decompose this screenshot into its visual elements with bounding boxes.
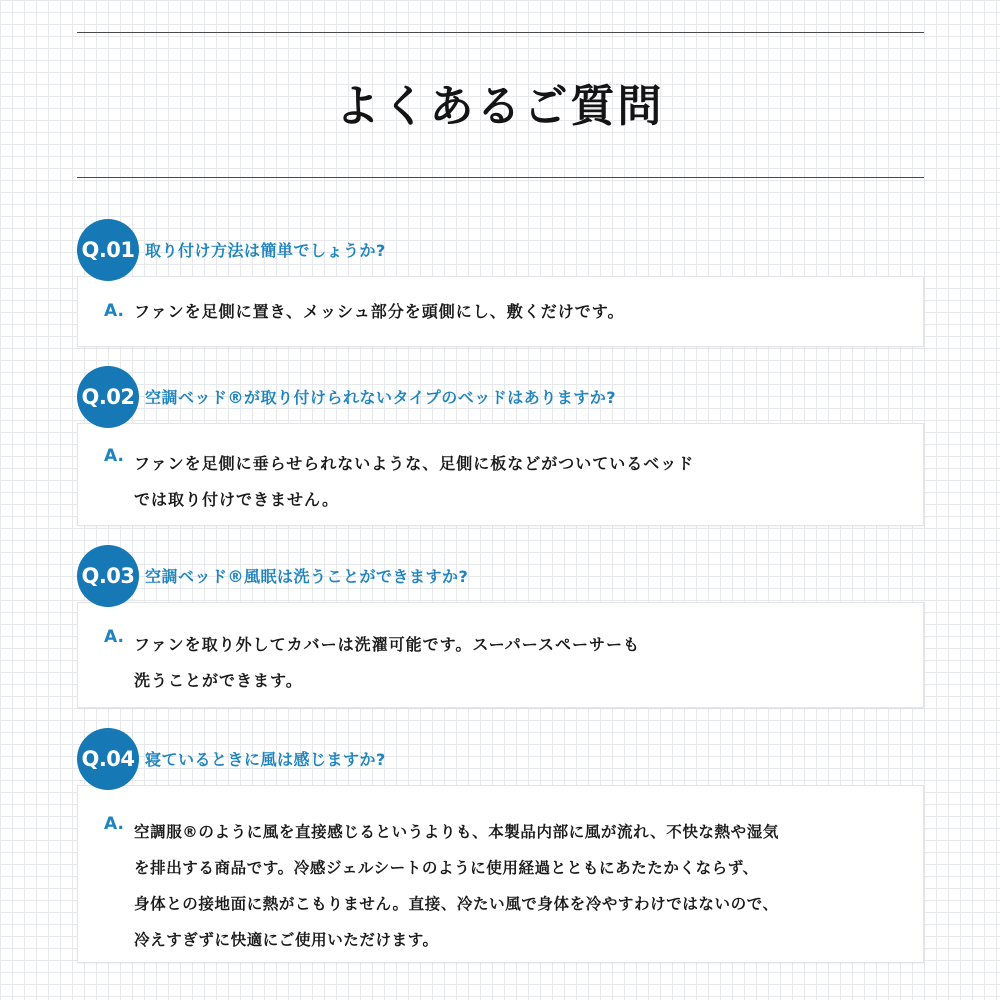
answer-box	[77, 276, 924, 347]
answer-text	[134, 627, 904, 699]
answer-text	[134, 446, 904, 518]
answer-line: 冷えすぎずに快適にご使用いただけます。	[134, 931, 439, 949]
answer-line: 空調服®のように風を直接感じるというよりも、本製品内部に風が流れ、不快な熱や湿気	[134, 823, 779, 841]
faq-item-4	[77, 728, 924, 962]
answer-label: A.	[104, 627, 124, 647]
answer-line: ファンを足側に垂らせられないような、足側に板などがついているベッド	[134, 454, 695, 473]
answer-box	[77, 602, 924, 708]
answer-text	[134, 814, 904, 958]
answer-box	[77, 423, 924, 526]
question-text: 空調ベッド®風眠は洗うことができますか?	[145, 567, 469, 586]
question-text: 寝ているときに風は感じますか?	[145, 750, 386, 769]
answer-line: を排出する商品です。冷感ジェルシートのように使用経過とともにあたたかくならず、	[134, 859, 759, 877]
faq-item-3	[77, 545, 924, 707]
title-bottom-rule	[77, 177, 924, 178]
title-top-rule	[77, 32, 924, 33]
answer-label: A.	[104, 446, 124, 466]
question-text: 取り付け方法は簡単でしょうか?	[145, 241, 386, 260]
answer-line: 洗うことができます。	[134, 671, 303, 690]
answer-line: では取り付けできません。	[134, 490, 339, 509]
question-badge: Q.02	[77, 366, 139, 428]
answer-line: ファンを足側に置き、メッシュ部分を頭側にし、敷くだけです。	[134, 302, 625, 321]
answer-line: 身体との接地面に熱がこもりません。直接、冷たい風で身体を冷やすわけではないので、	[134, 895, 779, 913]
question-text: 空調ベッド®が取り付けられないタイプのベッドはありますか?	[145, 388, 616, 407]
faq-item-2	[77, 366, 924, 528]
question-badge: Q.01	[77, 219, 139, 281]
answer-label: A.	[104, 814, 124, 834]
question-badge: Q.04	[77, 728, 139, 790]
answer-line: ファンを取り外してカバーは洗濯可能です。スーパースペーサーも	[134, 635, 641, 654]
answer-box	[77, 785, 924, 963]
answer-label: A.	[104, 301, 124, 321]
faq-item-1	[77, 219, 924, 349]
question-badge: Q.03	[77, 545, 139, 607]
answer-text	[134, 301, 904, 323]
page-title: よくあるご質問	[335, 81, 665, 132]
